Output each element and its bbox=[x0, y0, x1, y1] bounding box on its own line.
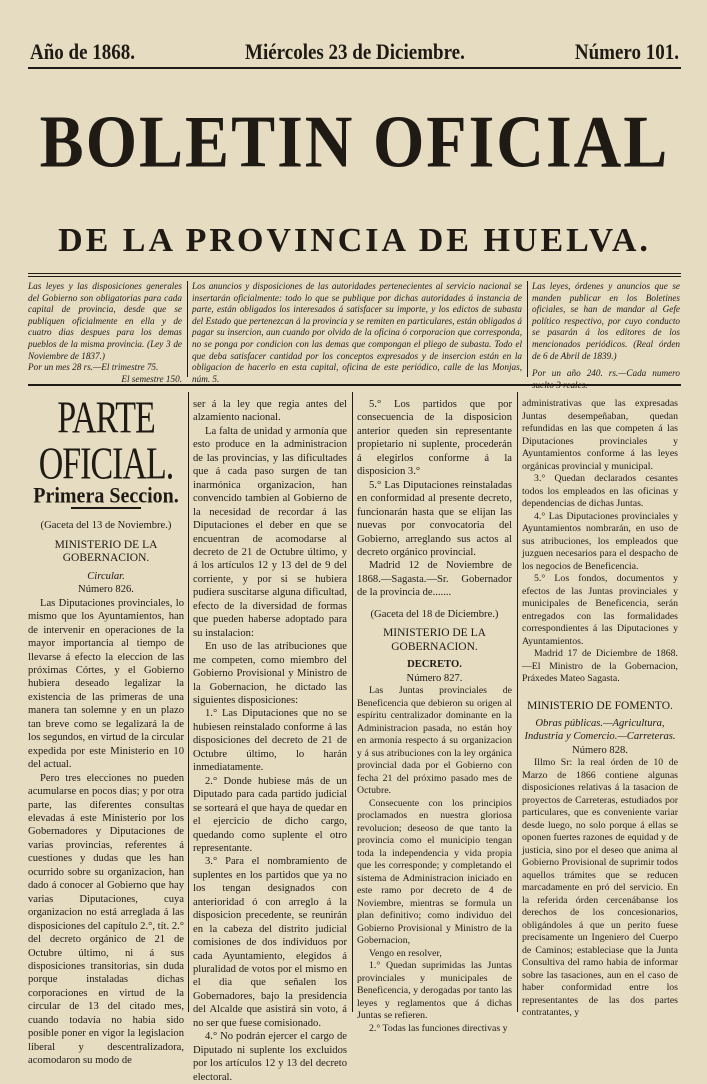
col3-paragraph-2: 5.° Las Diputaciones reinstaladas en conformidad al presente decreto, funcionarán hasta que se elijan las nuevas por convocatoria del Gobierno, arreglando sus actos al decreto orgánico provincial. bbox=[357, 479, 512, 558]
column-4 bbox=[522, 398, 678, 1019]
info-right-price: Por un año 240. rs.—Cada numero suelto 3 reales. bbox=[532, 368, 680, 390]
newspaper-subtitle: DE LA PROVINCIA DE HUELVA. bbox=[58, 222, 651, 259]
col2-paragraph-7: 4.° No podrán ejercer el cargo de Diputado ni suplente los excluidos por los artículos 12 y 13 del decreto electoral. bbox=[193, 1031, 347, 1083]
col3-numero: Número 827. bbox=[406, 672, 463, 684]
col4-ministerio: MINISTERIO DE FOMENTO. bbox=[527, 699, 673, 712]
col4-numero: Número 828. bbox=[572, 744, 628, 756]
info-divider-2 bbox=[527, 281, 528, 377]
col3-ministerio: MINISTERIO DE LA GOBERNACION. bbox=[383, 627, 486, 653]
masthead-top bbox=[30, 34, 679, 66]
masthead-number: Número 101. bbox=[574, 40, 679, 65]
info-rule-top-2 bbox=[28, 276, 681, 277]
col3-paragraph-7: 1.° Quedan suprimidas las Juntas provinciales y municipales de Beneficencia, y derogadas por tanto las leyes y reglamentos que á dichas Juntas se refieren. bbox=[357, 960, 512, 1022]
column-divider-3 bbox=[517, 392, 518, 1012]
col2-paragraph-1: ser á la ley que regia antes del alzamiento nacional. bbox=[193, 399, 347, 424]
masthead-date: Miércoles 23 de Diciembre. bbox=[245, 40, 465, 65]
col2-paragraph-3: En uso de las atribuciones que me competen, como miembro del Gobierno Provisional y Ministro de la Gobernacion, he dictado las siguientes disposiciones: bbox=[193, 641, 347, 706]
primera-seccion-heading: Primera Seccion. bbox=[33, 483, 179, 509]
masthead-year: Año de 1868. bbox=[30, 40, 136, 65]
col3-paragraph-4: Las Juntas provinciales de Beneficencia que debieron su origen al espíritu centralizador dominante en la Administracion pasada, no están hoy en armonía respecto á su organizacion y á sus atribuciones con la ley orgánica provincial dada por el Gobierno con fecha 21 del próximo pasado mes de Octubre. bbox=[357, 685, 512, 797]
column-3 bbox=[357, 398, 512, 1034]
info-left bbox=[28, 281, 182, 384]
col3-paragraph-3: Madrid 12 de Noviembre de 1868.—Sagasta.—Sr. Gobernador de la provincia de....... bbox=[357, 560, 512, 599]
info-divider-1 bbox=[187, 281, 188, 377]
info-rule-top bbox=[28, 273, 681, 274]
col4-paragraph-4: 5.° Los fondos, documentos y efectos de las Juntas provinciales y municipales de Beneficencia, serán entregados con las formalidades correspondientes á las Diputaciones y Ayuntamientos. bbox=[522, 573, 678, 647]
col1-numero: Número 826. bbox=[78, 584, 134, 596]
col3-paragraph-6: Vengo en resolver, bbox=[369, 947, 442, 959]
col4-obras: Obras públicas.—Agricultura, Industria y Comercio.—Carreteras. bbox=[524, 717, 676, 743]
columns-rule bbox=[28, 384, 681, 386]
col3-gaceta: (Gaceta del 18 de Diciembre.) bbox=[370, 608, 499, 620]
col4-paragraph-2: 3.° Quedan declarados cesantes todos los empleados en las oficinas y dependencias de dichas Juntas. bbox=[522, 473, 678, 509]
info-left-price1: Por un mes 28 rs.—El trimestre 75. bbox=[28, 362, 159, 373]
col1-paragraph-1: Las Diputaciones provinciales, lo mismo que los Ayuntamientos, han de intervenir en operaciones de la mayor importancia al tiempo de llevarse á efecto la eleccion de las próximas Córtes, y el Gobierno hubiera deseado legalizar la existencia de las primeras de una manera tan solemne y en un plazo tan breve como se legalizará la de los segundos, en virtud de la circular expedida por este Ministerio en 10 del actual. bbox=[28, 597, 184, 771]
col1-paragraph-2: Pero tres elecciones no pueden acumularse en pocos dias; y por otra parte, las diferentes consultas elevadas á este Ministerio por los Gobernadores y Diputaciones de varias provincias, referentes á cuestiones y dudas que les han ocurrido sobre su organizacion, han dado á conocer al Gobierno que hay varias Diputaciones, cuya organizacion no está arreglada á las disposiciones del capítulo 2.°, tít. 2.° del decreto orgánico de 21 de Octubre último, ni á sus disposiciones transitorias, sin duda porque instaladas dichas corporaciones en virtud de la circular de 13 del citado mes, cuando todavía no habia sido posible poner en vigor la legislacion liberal y descentralizadora, acomodaron su modo de bbox=[28, 772, 184, 1067]
newspaper-title: BOLETIN OFICIAL bbox=[39, 101, 670, 184]
col3-paragraph-1: 5.° Los partidos que por consecuencia de la disposicion anterior queden sin representante propietario ni suplente, procederán á elegirlos conforme á la disposicion 3.° bbox=[357, 399, 512, 478]
col2-paragraph-4: 1.° Las Diputaciones que no se hubiesen reinstalado conforme á las disposiciones del decreto de 21 de Octubre último, lo harán inmediatamente. bbox=[193, 708, 347, 774]
col4-paragraph-1: administrativas que las expresadas Juntas desempeñaban, quedan refundidas en las que competen á las Diputaciones provinciales y Ayuntamientos conforme á las leyes orgánicas provincial y municipal. bbox=[522, 398, 678, 472]
col4-paragraph-3: 4.° Las Diputaciones provinciales y Ayuntamientos nombrarán, en uso de sus atribuciones, los empleados que juzguen necesarios para el despacho de los negocios de Beneficencia. bbox=[522, 510, 678, 572]
col3-paragraph-5: Consecuente con los principios proclamados en nuestra gloriosa revolucion; deseoso de que tanto la provincia como el municipio tengan toda la independencia y vida propia que les corresponde; y completando el sistema de Administracion iniciado en este ramo por decreto de 4 de Noviembre, mientras se formula un plan definitivo; como individuo del Gobierno Provisional y Ministro de la Gobernacion, bbox=[357, 797, 512, 947]
column-divider-1 bbox=[188, 392, 189, 1012]
col1-ministerio: MINISTERIO DE LA GOBERNACION. bbox=[54, 538, 158, 565]
info-left-note: Las leyes y las disposiciones generales del Gobierno son obligatorias para cada capital de provincia, desde que se publiquen oficialmente en ella y de cuatro dias despues para los demas pueblos de la misma provincia. (Ley 3 de Noviembre de 1837.) bbox=[28, 281, 182, 361]
col2-paragraph-2: La falta de unidad y armonía que esto produce en la administracion de las provincias, y las dificultades que á cada paso surgen de tan inarmónica organizacion, han convencido tambien al Gobierno de la necesidad de recordar á las Diputaciones el deber en que se encuentran de acomodarse al decreto de 21 de Octubre último, y á los artículos 12 y 13 del de 9 del corriente, y por si se hubiera pudiera suscitarse alguna dificultad, efecto de la diversidad de formas que pueden haberse adoptado para su instalacion: bbox=[193, 425, 347, 639]
masthead-rule bbox=[28, 67, 681, 69]
info-middle bbox=[192, 281, 522, 384]
col3-decreto: DECRETO. bbox=[407, 659, 462, 671]
info-right bbox=[532, 281, 680, 390]
column-divider-2 bbox=[352, 392, 353, 1012]
info-left-price2: El semestre 150. bbox=[121, 373, 182, 384]
column-2 bbox=[193, 398, 347, 1083]
col4-paragraph-5: Madrid 17 de Diciembre de 1868. —El Ministro de la Gobernacion, Práxedes Mateo Sagasta. bbox=[522, 648, 678, 684]
col2-paragraph-6: 3.° Para el nombramiento de suplentes en los partidos que ya no los tengan designados con anterioridad ó con arreglo á la disposicion precedente, se reunirán en la cabeza del distrito judicial comisiones de dos individuos por cada Ayuntamiento, elegidos á pluralidad de votos por el mismo en el dia que señalen los Gobernadores, bajo la presidencia del Alcalde que asistirá sin voto, á no ser que fuese comisionado. bbox=[193, 856, 347, 1029]
col3-paragraph-8: 2.° Todas las funciones directivas y bbox=[369, 1022, 508, 1034]
col1-circular: Circular. bbox=[87, 570, 125, 582]
col1-gaceta: (Gaceta del 13 de Noviembre.) bbox=[40, 520, 172, 532]
info-right-note: Las leyes, órdenes y anuncios que se manden publicar en los Boletines oficiales, se han de mandar al Gefe político respectivo, por cuyo conducto se pasarán á los editores de los mencionados periódicos. (Real órden de 6 de Abril de 1839.) bbox=[532, 281, 680, 361]
column-1 bbox=[28, 393, 184, 1067]
col4-paragraph-6: Illmo Sr: la real órden de 10 de Marzo de 1866 contiene algunas disposiciones relativas á la tasacion de proyectos de Carreteras, estudiados por particulares, que es conveniente variar desde luego, no solo porque á ellas se oponen fuertes razones de equidad y de justicia, sino por el deseo que anima al Gobierno Provisional de suprimir todos aquellos trámites que se reducen marcadamente en pró del servicio. En la referida órden cercenábanse los derechos de los concesionarios, obligándoles á que un perito fuese precisamente un Ingeniero del Cuerpo de Caminos; estableciase que la Junta Consultiva del ramo habia de informar sobre las tasaciones, aun en el caso de haber conformidad entre los representantes de las dos partes contratantes, y bbox=[522, 757, 678, 1019]
parte-oficial-heading: PARTE OFICIAL. bbox=[38, 393, 174, 490]
info-middle-note: Los anuncios y disposiciones de las autoridades pertenecientes al servicio nacional se insertarán oficialmente: todo lo que se publique por dichas autoridades á instancia de parte, están obligados los interesados á satisfacer su importe, y los edictos de subasta del Estado que pertenezcan á la provincia y se remiten en particulares, están obligados á pagar su insercion, aun cuando por olvido de la oficina ó corporacion que corresponda, no se ponga por condicion con las demas que compongan el pliego de subasta. Todo el que deba satisfacer cantidad por los conceptos expresados y de insercion están en la obligacion de hacerlo en esta capital, oficina de este periódico, calle de las Monjas, núm. 5. bbox=[192, 281, 522, 384]
col2-paragraph-5: 2.° Donde hubiese más de un Diputado para cada partido judicial se sorteará el que haya de quedar en el ejercicio de dicho cargo, quedando como suplente el otro representante. bbox=[193, 775, 347, 854]
